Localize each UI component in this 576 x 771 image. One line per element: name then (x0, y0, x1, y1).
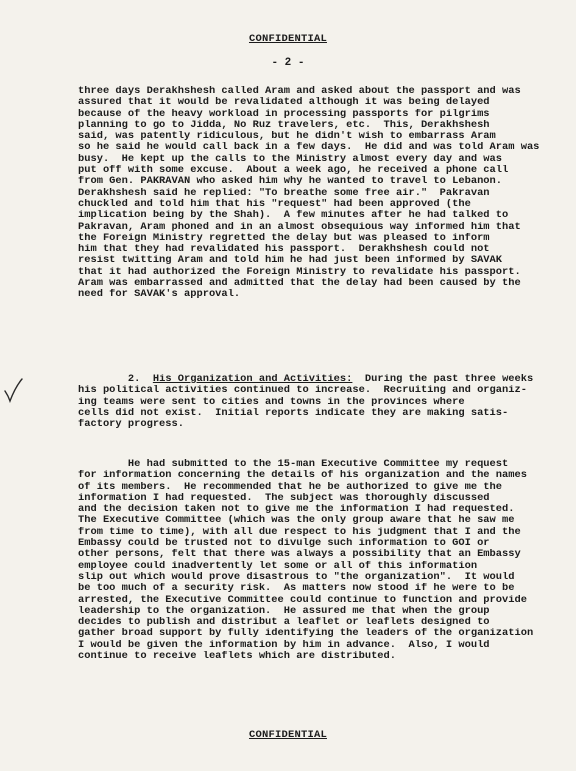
text-line: of its members. He recommended that he be authorized to give me the (78, 481, 503, 493)
paragraph-2-first-line (78, 374, 550, 385)
text-line: and the decision taken not to give me the information I had requested. (78, 504, 515, 516)
text-line: ing teams were sent to cities and towns in the provinces where (78, 396, 465, 408)
text-line: be too much of a security risk. As matters now stood if he were to be (78, 583, 515, 595)
text-line: slip out which would prove disastrous to "the organization". It would (78, 571, 515, 583)
checkmark-icon (2, 377, 24, 403)
text-line: said, was patently ridiculous, but he didn't wish to embarrass Aram (78, 131, 496, 143)
text-line: factory progress. (78, 419, 185, 431)
text-line: information I had requested. The subject was thoroughly discussed (78, 492, 490, 504)
text-line: from time to time), with all due respect to his judgment that I and the (78, 526, 521, 538)
text-line: cells did not exist. Initial reports indicate they are making satis- (78, 407, 509, 419)
paragraph-3 (78, 459, 550, 662)
text-line: from Gen. PAKRAVAN who asked him why he wanted to travel to Lebanon. (78, 176, 503, 188)
page-number: - 2 - (271, 57, 305, 69)
text-line: decides to publish and distribut a leaflet or leaflets designed to (78, 617, 490, 629)
text-line: resist twitting Aram and told him he had just been informed by SAVAK (78, 255, 503, 267)
classification-header: CONFIDENTIAL (248, 33, 327, 45)
text-line: him that they had revalidated his passport. Derakhshesh could not (78, 244, 490, 256)
text-line: because of the heavy workload in processing passports for pilgrims (78, 108, 490, 120)
text-line: for information concerning the details of his organization and the names (78, 470, 527, 482)
text-line: leadership to the organization. He assured me that when the group (78, 605, 490, 617)
text-line: need for SAVAK's approval. (78, 289, 241, 301)
paragraph-number: 2. (127, 374, 141, 385)
classification-footer: CONFIDENTIAL (248, 729, 327, 741)
text-line: I would be given the information by him in advance. Also, I would (78, 639, 490, 651)
text-line: Derakhshesh said he replied: "To breathe some free air." Pakravan (78, 187, 490, 199)
text-line: assured that it would be revalidated although it was being delayed (78, 97, 490, 109)
text-line: implication being by the Shah). A few minutes after he had talked to (78, 210, 509, 222)
section-heading: His Organization and Activities: (152, 374, 353, 385)
paragraph-2 (78, 374, 550, 430)
text-line: other persons, felt that there was always a possibility that an Embassy (78, 549, 521, 561)
text-line: three days Derakhshesh called Aram and asked about the passport and was (78, 86, 521, 97)
text-line: his political activities continued to increase. Recruiting and organiz- (78, 385, 527, 397)
text-line: so he said he would call back in a few days. He did and was told Aram was (78, 142, 540, 154)
text-line: continue to receive leaflets which are distributed. (78, 651, 397, 663)
text-line: chuckled and told him that his "request" had been approved (the (78, 198, 471, 210)
text-line: gather broad support by fully identifying the leaders of the organization (78, 628, 534, 640)
text-line: put off with some excuse. About a week ago, he received a phone call (78, 165, 509, 177)
text-line: busy. He kept up the calls to the Ministry almost every day and was (78, 153, 503, 165)
text-line: Aram was embarrassed and admitted that the delay had been caused by the (78, 278, 521, 290)
text-line: planning to go to Jidda, No Ruz travelers, etc. This, Derakhshesh (78, 119, 490, 131)
text-line: Embassy could be trusted not to divulge such information to GOI or (78, 538, 490, 550)
text-line: the Foreign Ministry regretted the delay but was pleased to inform (78, 232, 490, 244)
text-fragment: During the past three weeks (364, 374, 534, 385)
paragraph-1 (78, 86, 550, 301)
text-line: that it had authorized the Foreign Ministry to revalidate his passport. (78, 266, 521, 278)
text-line: The Executive Committee (which was the only group aware that he saw me (78, 515, 515, 527)
text-line: He had submitted to the 15-man Executive Committee my request (78, 459, 509, 470)
text-line: employee could inadvertently let some or all of this information (78, 560, 478, 572)
text-line: Pakravan, Aram phoned and in an almost obsequious way informed him that (78, 221, 521, 233)
text-line: arrested, the Executive Committee could continue to function and provide (78, 594, 527, 606)
